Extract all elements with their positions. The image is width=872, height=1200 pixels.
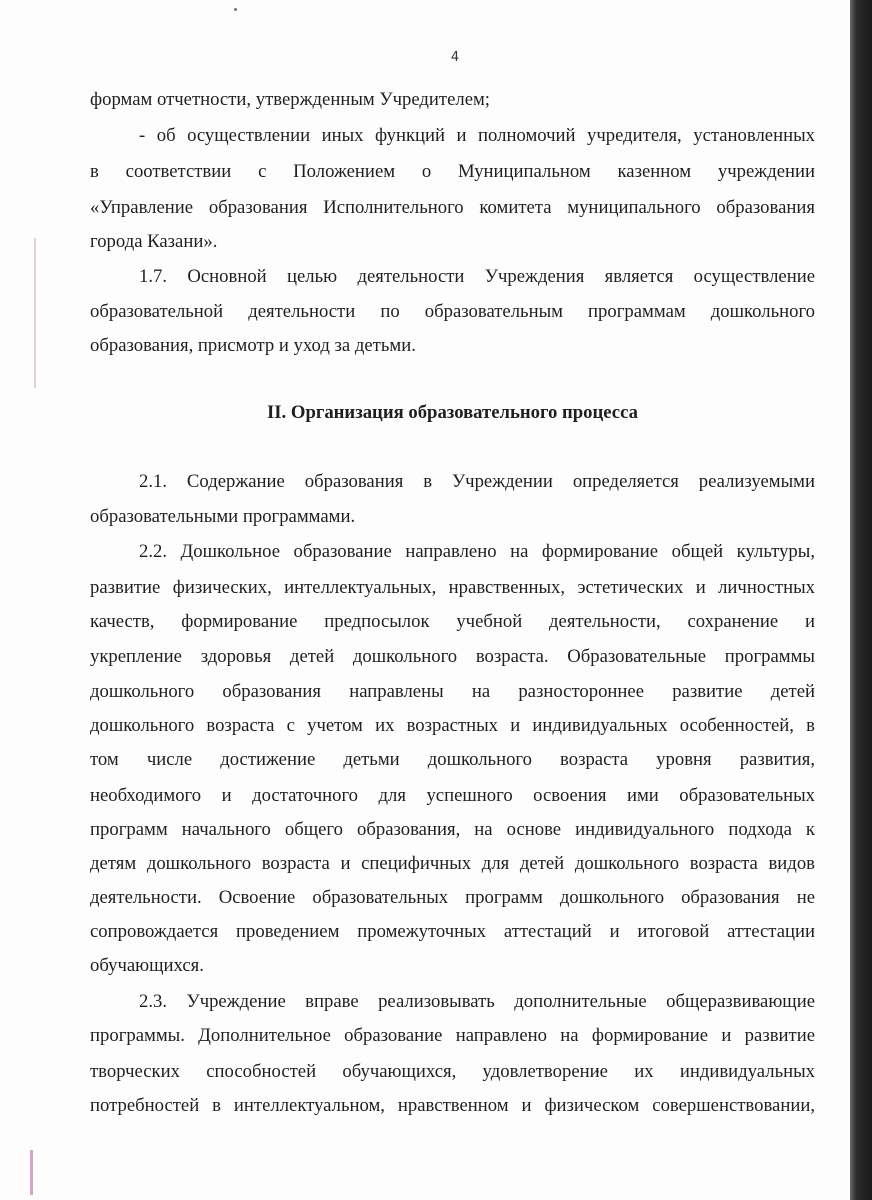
margin-mark xyxy=(34,238,36,388)
text-line: дошкольного образования направлены на разностороннее развитие детей xyxy=(90,681,815,702)
text-line: сопровождается проведением промежуточных аттестаций и итоговой аттестации xyxy=(90,921,815,942)
text-line: «Управление образования Исполнительного комитета муниципального образования xyxy=(90,197,815,218)
text-line: города Казани». xyxy=(90,231,218,252)
scan-border xyxy=(850,0,872,1200)
text-line: образовательной деятельности по образовательным программам дошкольного xyxy=(90,301,815,322)
text-line: том числе достижение детьми дошкольного возраста уровня развития, xyxy=(90,749,815,770)
text-line: 2.3. Учреждение вправе реализовывать дополнительные общеразвивающие xyxy=(139,991,815,1012)
text-line: формам отчетности, утвержденным Учредителем; xyxy=(90,89,491,110)
text-line: дошкольного возраста с учетом их возрастных и индивидуальных особенностей, в xyxy=(90,715,815,736)
text-line: детям дошкольного возраста и специфичных для детей дошкольного возраста видов xyxy=(90,853,815,874)
text-line: развитие физических, интеллектуальных, нравственных, эстетических и личностных xyxy=(90,577,815,598)
section-heading: II. Организация образовательного процесса xyxy=(267,402,638,423)
text-line: творческих способностей обучающихся, удовлетворение их индивидуальных xyxy=(90,1061,815,1082)
scan-speck xyxy=(234,8,237,11)
text-line: обучающихся. xyxy=(90,955,204,976)
text-line: укрепление здоровья детей дошкольного возраста. Образовательные программы xyxy=(90,646,815,667)
text-line: программы. Дополнительное образование направлено на формирование и развитие xyxy=(90,1025,815,1046)
text-line: необходимого и достаточного для успешного освоения ими образовательных xyxy=(90,785,815,806)
text-line: 1.7. Основной целью деятельности Учреждения является осуществление xyxy=(139,266,815,287)
text-line: качеств, формирование предпосылок учебной деятельности, сохранение и xyxy=(90,611,815,632)
text-line: образования, присмотр и уход за детьми. xyxy=(90,335,416,356)
text-line: в соответствии с Положением о Муниципальном казенном учреждении xyxy=(90,161,815,182)
text-line: 2.1. Содержание образования в Учреждении определяется реализуемыми xyxy=(139,471,815,492)
text-line: деятельности. Освоение образовательных программ дошкольного образования не xyxy=(90,887,815,908)
text-line: образовательными программами. xyxy=(90,506,356,527)
text-line: 2.2. Дошкольное образование направлено на формирование общей культуры, xyxy=(139,541,815,562)
text-line: программ начального общего образования, на основе индивидуального подхода к xyxy=(90,819,815,840)
text-line: потребностей в интеллектуальном, нравственном и физическом совершенствовании, xyxy=(90,1095,815,1116)
text-line: - об осуществлении иных функций и полномочий учредителя, установленных xyxy=(139,125,815,146)
page-number: 4 xyxy=(450,50,460,65)
margin-mark xyxy=(30,1150,33,1195)
